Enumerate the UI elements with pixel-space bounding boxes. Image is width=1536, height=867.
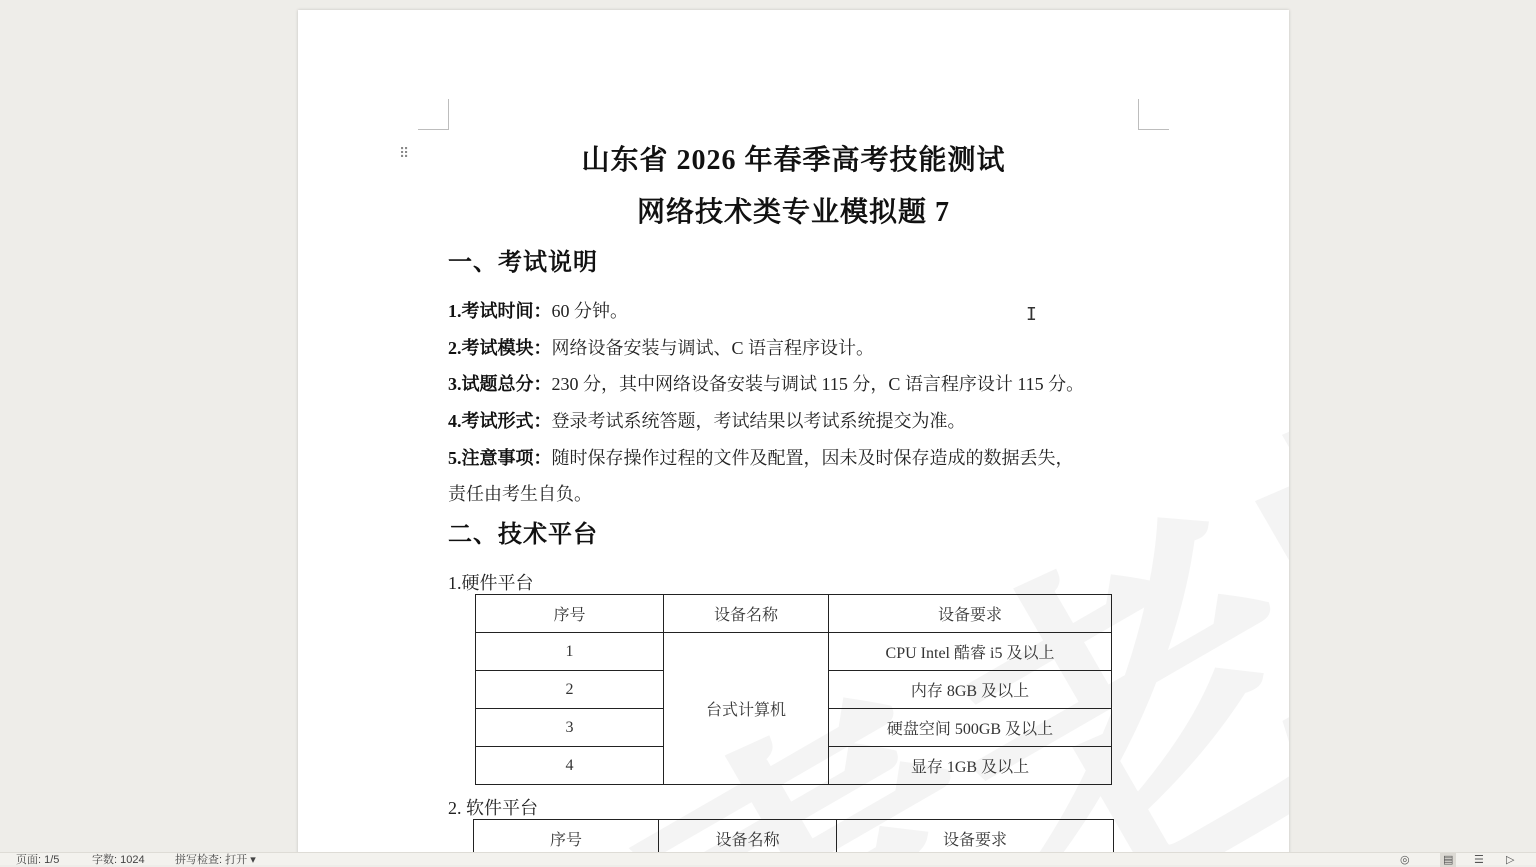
table-cell-req: 硬盘空间 500GB 及以上: [829, 709, 1112, 747]
status-page[interactable]: 页面: 1/5: [16, 854, 60, 866]
item-label: 1.考试时间：: [448, 301, 552, 321]
status-spellcheck[interactable]: [175, 853, 256, 867]
table-row: [476, 633, 1112, 671]
item-text: 网络设备安装与调试、C 语言程序设计。: [551, 338, 875, 358]
item-text: 230 分，其中网络设备安装与调试 115 分，C 语言程序设计 115 分。: [551, 374, 1085, 394]
exam-info-item: [448, 444, 1074, 470]
section-heading-exam-info: 一、考试说明: [448, 250, 598, 276]
table-cell-req: CPU Intel 酷睿 i5 及以上: [829, 633, 1112, 671]
hardware-table: [475, 594, 1112, 785]
exam-info-item: [448, 334, 874, 360]
text-cursor-icon: I: [1026, 304, 1037, 325]
table-cell-no: 2: [476, 671, 664, 709]
margin-corner-top-right: [1138, 99, 1169, 130]
header-cell: 设备要求: [829, 595, 1112, 633]
table-cell-no: 3: [476, 709, 664, 747]
item-text: 随时保存操作过程的文件及配置，因未及时保存造成的数据丢失，: [551, 448, 1074, 468]
software-table: [473, 819, 1114, 856]
table-cell-no: 1: [476, 633, 664, 671]
exam-info-item: [448, 407, 966, 433]
header-cell: 序号: [474, 820, 659, 857]
section-heading-tech-platform: 二、技术平台: [448, 522, 598, 548]
table-cell-device: 台式计算机: [664, 633, 829, 785]
document-page[interactable]: [298, 10, 1289, 856]
exam-info-item: [448, 297, 628, 323]
table-cell-req: 内存 8GB 及以上: [829, 671, 1112, 709]
doc-title-line1: 山东省 2026 年春季高考技能测试: [581, 145, 1006, 176]
table-header-row: [474, 820, 1114, 857]
status-bar: [0, 852, 1536, 865]
item-label: 2.考试模块：: [448, 338, 552, 358]
status-words[interactable]: 字数: 1024: [92, 854, 145, 866]
page-view-icon[interactable]: ▤: [1440, 853, 1456, 867]
software-platform-title: 2. 软件平台: [448, 798, 538, 818]
header-cell: 设备名称: [664, 595, 829, 633]
chevron-down-icon: ▾: [250, 854, 256, 866]
item-text: 60 分钟。: [551, 301, 628, 321]
item-label: 5.注意事项：: [448, 448, 552, 468]
status-spellcheck-label: 拼写检查: 打开: [175, 854, 248, 866]
item-text: 登录考试系统答题，考试结果以考试系统提交为准。: [551, 411, 966, 431]
table-cell-req: 显存 1GB 及以上: [829, 747, 1112, 785]
item-label: 4.考试形式：: [448, 411, 552, 431]
header-cell: 设备名称: [659, 820, 837, 857]
header-cell: 设备要求: [837, 820, 1114, 857]
table-header-row: [476, 595, 1112, 633]
margin-corner-top-left: [418, 99, 449, 130]
header-cell: 序号: [476, 595, 664, 633]
table-cell-no: 4: [476, 747, 664, 785]
hardware-platform-title: 1.硬件平台: [448, 573, 534, 593]
doc-title-line2: 网络技术类专业模拟题 7: [636, 197, 950, 228]
eye-protection-icon[interactable]: ◎: [1400, 854, 1410, 866]
exam-info-item: [448, 370, 1084, 396]
exam-info-item-continued: 责任由考生自负。: [448, 484, 592, 504]
item-label: 3.试题总分：: [448, 374, 552, 394]
play-icon[interactable]: ▷: [1506, 854, 1515, 866]
drag-handle-icon[interactable]: ⠿: [399, 146, 410, 162]
outline-view-icon[interactable]: ☰: [1474, 854, 1484, 866]
